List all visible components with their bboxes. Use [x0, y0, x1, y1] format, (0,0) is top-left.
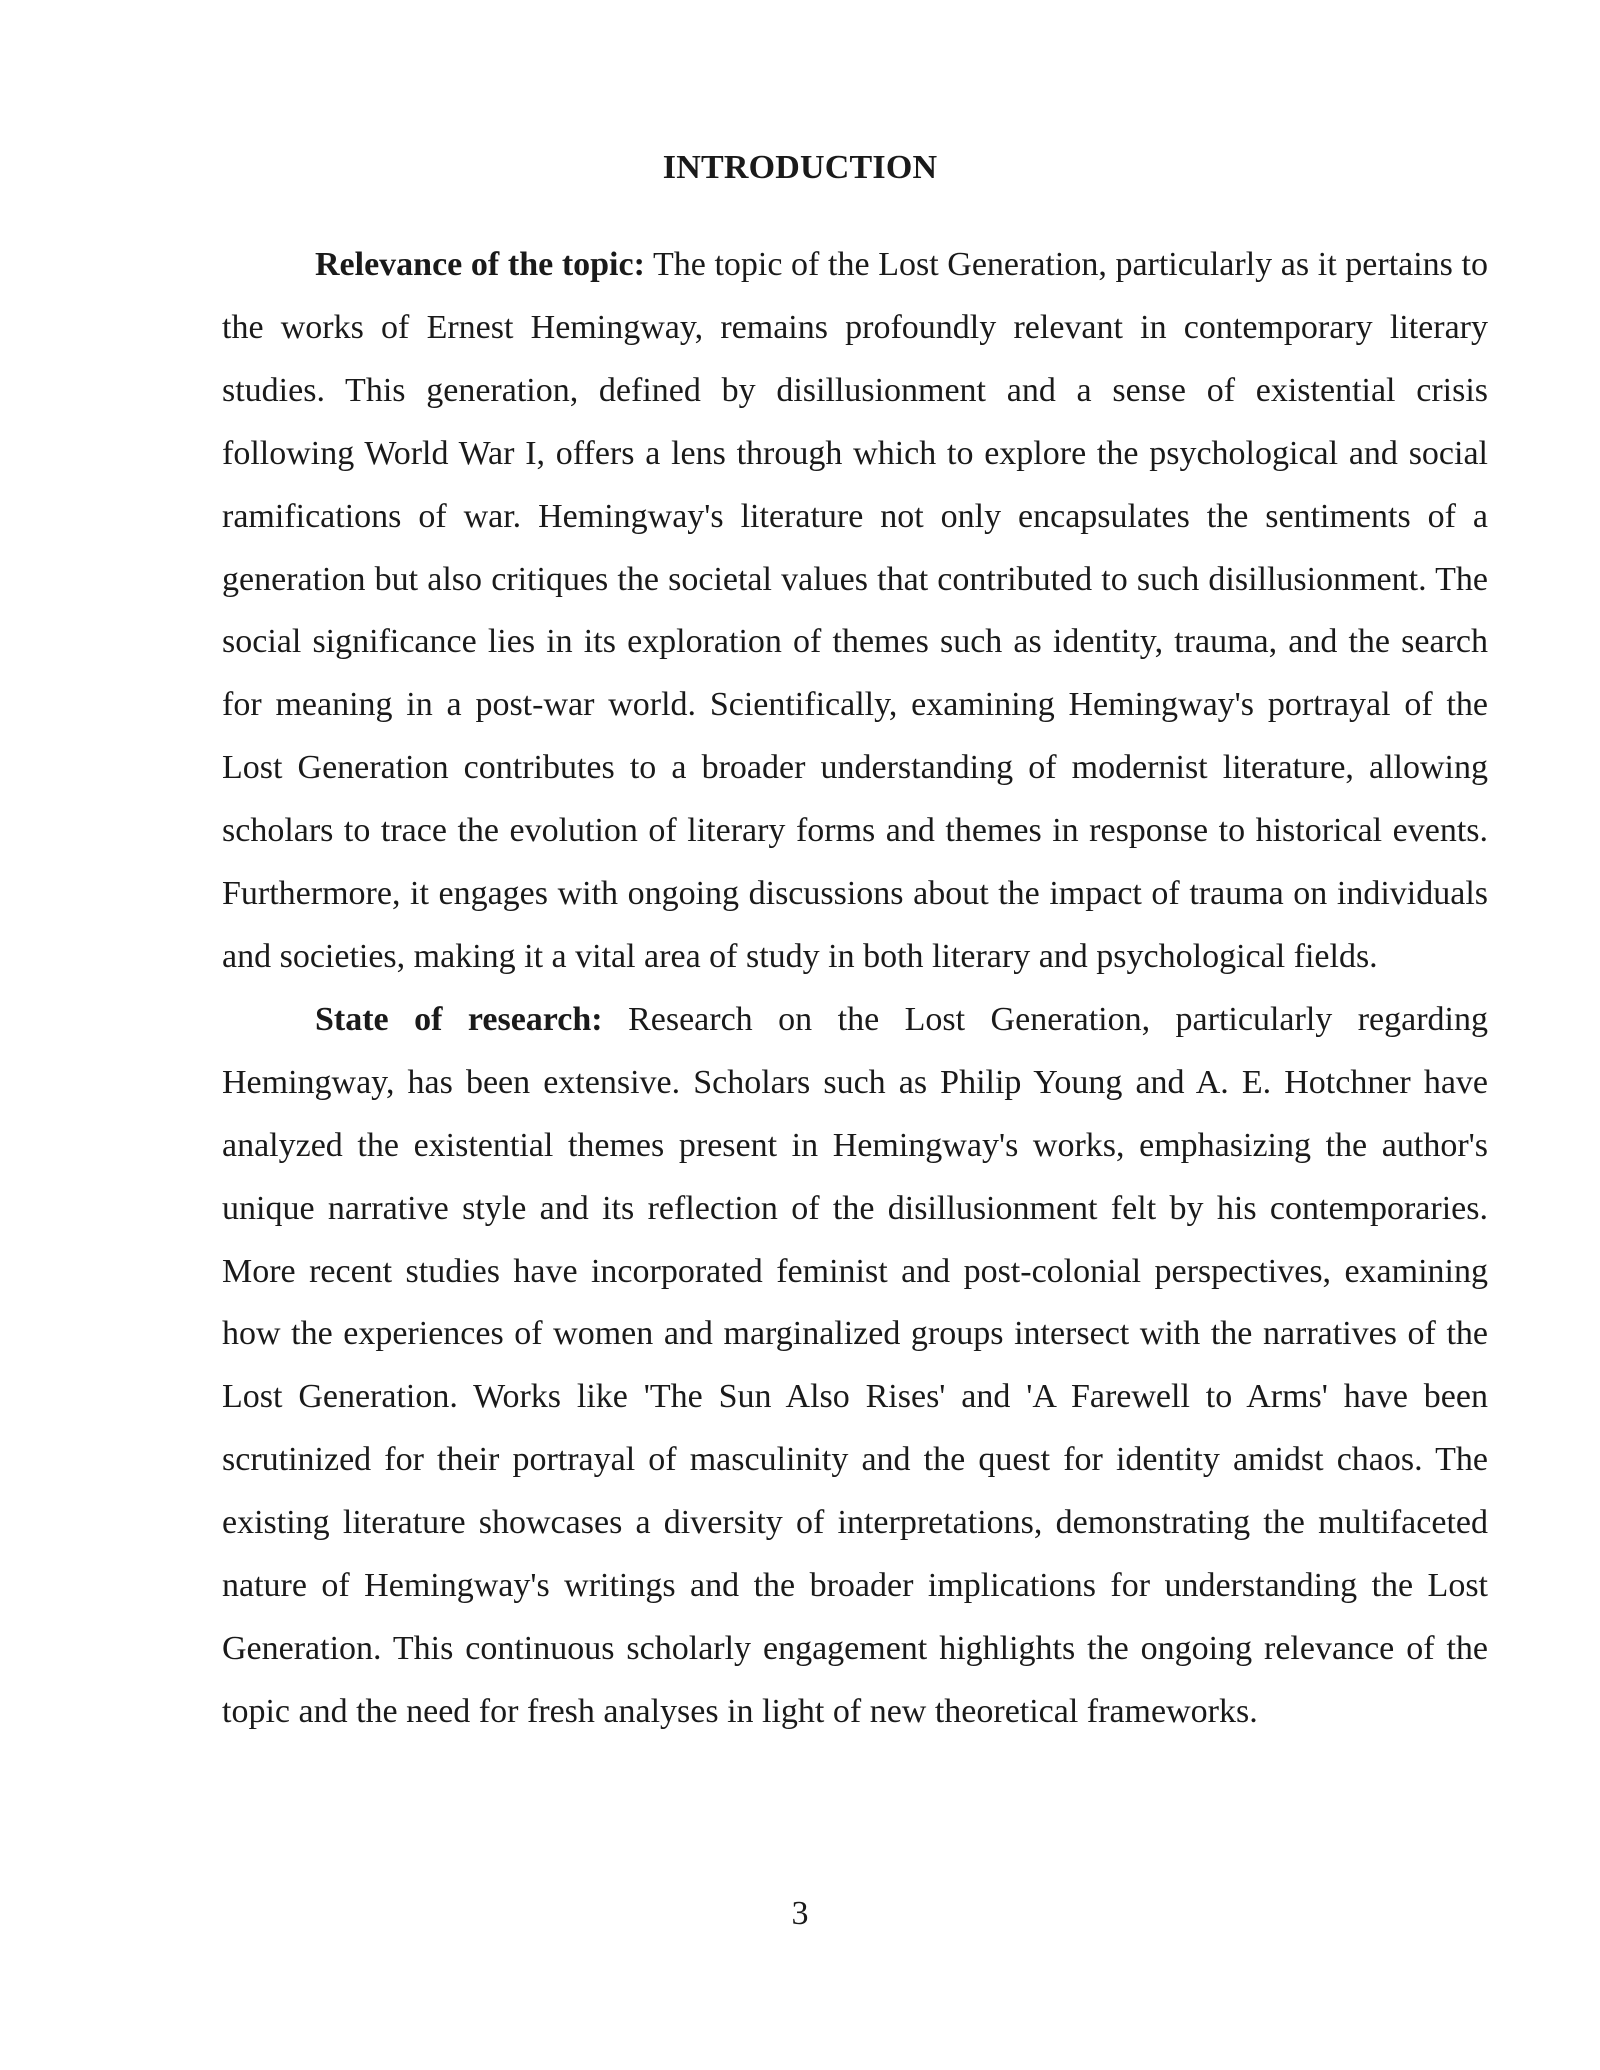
- paragraph-text-relevance: The topic of the Lost Generation, particularly as it pertains to the works of Ernest Hemingway, remains profoundly relevant in contemporary literary studies. This generation, defined by disillusionment and a sense of existential crisis following World War I, offers a lens through which to explore the psychological and social ramifications of war. Hemingway's literature not only encapsulates the sentiments of a generation but also critiques the societal values that contributed to such disillusionment. The social significance lies in its exploration of themes such as identity, trauma, and the search for meaning in a post-war world. Scientifically, examining Hemingway's portrayal of the Lost Generation contributes to a broader understanding of modernist literature, allowing scholars to trace the evolution of literary forms and themes in response to historical events. Furthermore, it engages with ongoing discussions about the impact of trauma on individuals and societies, making it a vital area of study in both literary and psychological fields.: [222, 246, 1488, 975]
- page-title: INTRODUCTION: [662, 149, 938, 186]
- paragraph-state-of-research: [222, 989, 1488, 1744]
- paragraph-text-state-of-research: Research on the Lost Generation, particularly regarding Hemingway, has been extensive. Scholars such as Philip Young and A. E. Hotchner have analyzed the existential themes present in Hemingway's works, emphasizing the author's unique narrative style and its reflection of the disillusionment felt by his contemporaries. More recent studies have incorporated feminist and post-colonial perspectives, examining how the experiences of women and marginalized groups intersect with the narratives of the Lost Generation. Works like 'The Sun Also Rises' and 'A Farewell to Arms' have been scrutinized for their portrayal of masculinity and the quest for identity amidst chaos. The existing literature showcases a diversity of interpretations, demonstrating the multifaceted nature of Hemingway's writings and the broader implications for understanding the Lost Generation. This continuous scholarly engagement highlights the ongoing relevance of the topic and the need for fresh analyses in light of new theoretical frameworks.: [222, 1000, 1489, 1730]
- page-number: 3: [791, 1895, 809, 1932]
- body-text: [222, 234, 1488, 1744]
- paragraph-lead-relevance: Relevance of the topic:: [315, 246, 645, 283]
- paragraph-relevance: [222, 234, 1488, 989]
- paragraph-lead-state-of-research: State of research:: [315, 1000, 603, 1038]
